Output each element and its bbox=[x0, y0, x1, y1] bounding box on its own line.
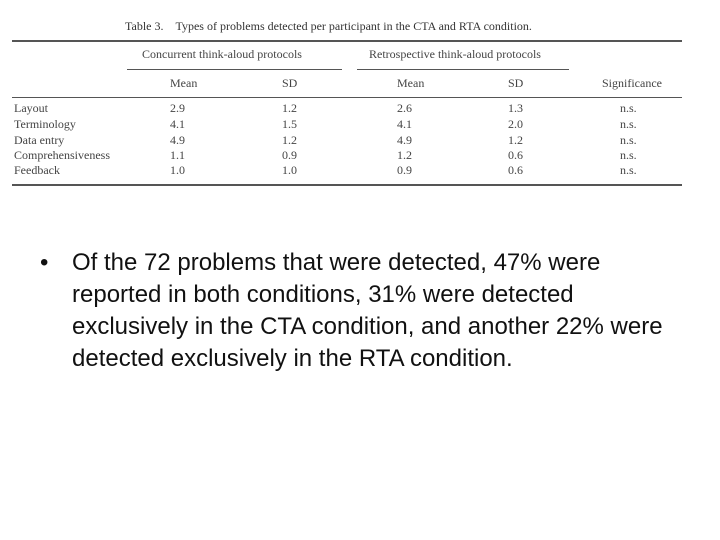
cta-mean-cell: 4.1 bbox=[170, 117, 185, 131]
col-header-rta-mean: Mean bbox=[397, 76, 425, 90]
row-label: Comprehensiveness bbox=[14, 148, 110, 162]
table-caption bbox=[125, 19, 532, 34]
group-rule-cta bbox=[127, 69, 342, 70]
group-header-rta: Retrospective think-aloud protocols bbox=[369, 47, 541, 61]
table-bottom-rule bbox=[12, 184, 682, 186]
col-header-significance: Significance bbox=[602, 76, 662, 90]
cta-mean-cell: 1.0 bbox=[170, 163, 185, 177]
row-label: Feedback bbox=[14, 163, 60, 177]
significance-cell: n.s. bbox=[620, 163, 637, 177]
cta-sd-cell: 0.9 bbox=[282, 148, 297, 162]
row-label: Layout bbox=[14, 101, 48, 115]
col-header-cta-mean: Mean bbox=[170, 76, 198, 90]
rta-mean-cell: 2.6 bbox=[397, 101, 412, 115]
table-top-rule bbox=[12, 40, 682, 42]
significance-cell: n.s. bbox=[620, 133, 637, 147]
significance-cell: n.s. bbox=[620, 101, 637, 115]
rta-mean-cell: 4.9 bbox=[397, 133, 412, 147]
table-header-rule bbox=[12, 97, 682, 98]
significance-cell: n.s. bbox=[620, 148, 637, 162]
group-rule-rta bbox=[357, 69, 569, 70]
table-label: Table 3. bbox=[125, 19, 164, 33]
table-title: Types of problems detected per participant in the CTA and RTA condition. bbox=[175, 19, 532, 33]
bullet-marker: • bbox=[40, 249, 49, 276]
cta-mean-cell: 2.9 bbox=[170, 101, 185, 115]
rta-mean-cell: 0.9 bbox=[397, 163, 412, 177]
cta-sd-cell: 1.0 bbox=[282, 163, 297, 177]
group-header-cta: Concurrent think-aloud protocols bbox=[142, 47, 302, 61]
row-label: Terminology bbox=[14, 117, 76, 131]
cta-mean-cell: 4.9 bbox=[170, 133, 185, 147]
rta-sd-cell: 1.3 bbox=[508, 101, 523, 115]
rta-sd-cell: 2.0 bbox=[508, 117, 523, 131]
cta-sd-cell: 1.2 bbox=[282, 133, 297, 147]
significance-cell: n.s. bbox=[620, 117, 637, 131]
cta-mean-cell: 1.1 bbox=[170, 148, 185, 162]
bullet-point bbox=[40, 247, 680, 375]
row-label: Data entry bbox=[14, 133, 65, 147]
col-header-cta-sd: SD bbox=[282, 76, 298, 90]
rta-mean-cell: 4.1 bbox=[397, 117, 412, 131]
col-header-rta-sd: SD bbox=[508, 76, 524, 90]
cta-sd-cell: 1.2 bbox=[282, 101, 297, 115]
rta-sd-cell: 0.6 bbox=[508, 163, 523, 177]
results-table bbox=[12, 18, 682, 188]
rta-mean-cell: 1.2 bbox=[397, 148, 412, 162]
cta-sd-cell: 1.5 bbox=[282, 117, 297, 131]
rta-sd-cell: 1.2 bbox=[508, 133, 523, 147]
bullet-text: Of the 72 problems that were detected, 47% were reported in both conditions, 31% were detected exclusively in the CTA condition, and another 22% were detected exclusively in the RTA condition. bbox=[72, 249, 663, 372]
rta-sd-cell: 0.6 bbox=[508, 148, 523, 162]
